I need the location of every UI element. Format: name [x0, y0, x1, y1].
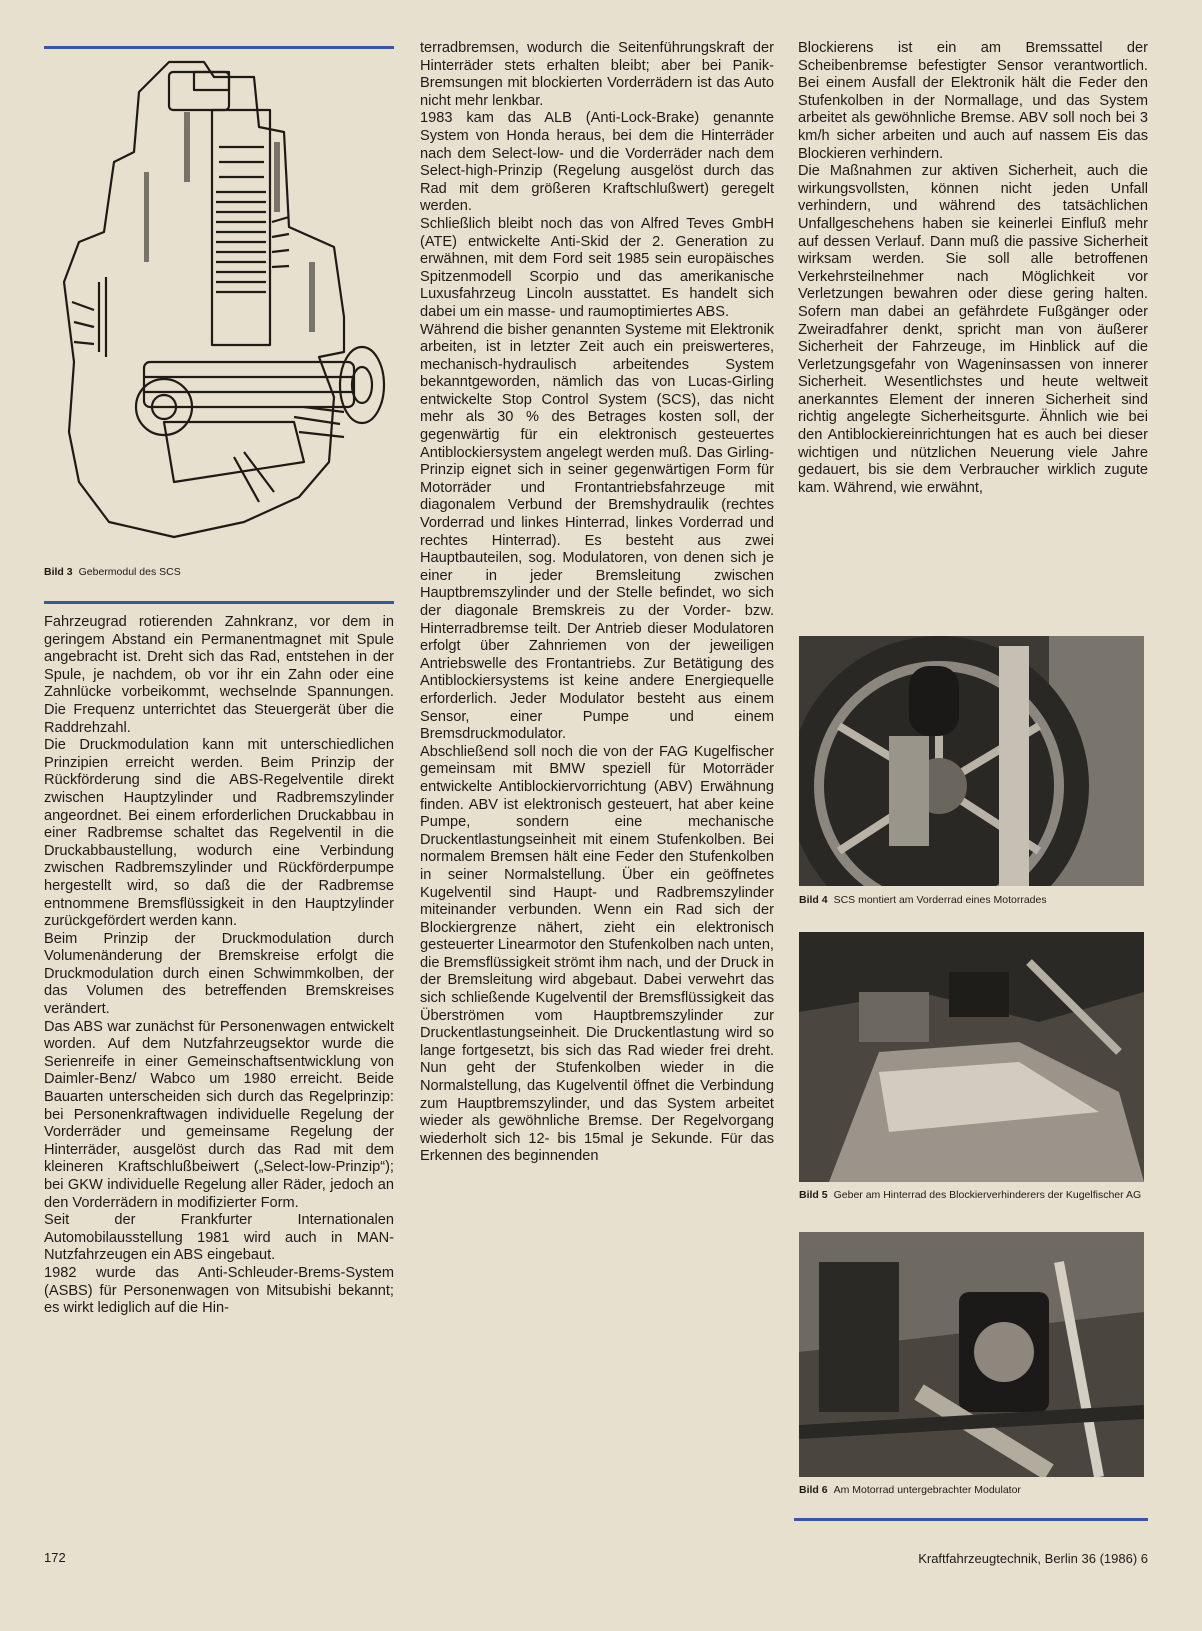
- paragraph: Blockierens ist ein am Bremssattel der Scheibenbremse befestigter Sensor verantwortlich. Bei einem Ausfall der Elektronik hält die Feder den Stufenkolben in der Normallage, und das System arbeitet als gewöhnliche Bremse. ABV soll noch bei 3 km/h sicher arbeiten und auch auf nassem Eis das Blockieren verhindern.: [798, 40, 1148, 162]
- modulator-photo: [799, 1232, 1144, 1477]
- figure-3-caption: [44, 566, 394, 579]
- paragraph: Fahrzeugrad rotierenden Zahnkranz, vor dem in geringem Abstand ein Permanentmagnet mit Spule angebracht ist. Dreht sich das Rad, entstehen in der Spule, je nachdem, ob vor ihr ein Zahn oder eine Zahnlücke vorbeikommt, wechselnde Spannungen. Die Frequenz unterrichtet das Steuergerät über die Raddrehzahl.: [44, 614, 394, 736]
- top-rule-left: [44, 46, 394, 49]
- figure-3-drawing: [44, 52, 394, 557]
- figure-5-caption-text: Geber am Hinterrad des Blockierverhinderers der Kugelfischer AG: [833, 1189, 1142, 1201]
- paragraph: Abschließend soll noch die von der FAG Kugelfischer gemeinsam mit BMW speziell für Motorräder entwickelte Antiblockiervorrichtung (ABV) Erwähnung finden. ABV ist elektronisch gesteuert, hat aber keine Pumpe, sondern eine mechanische Druckentlastungseinheit mit einem Stufenkolben. Bei normalem Bremsen hält eine Feder den Stufenkolben in seiner Normalstellung. Über ein geöffnetes Kugelventil sind Haupt- und Radbremszylinder miteinander verbunden. Wenn ein Rad sich der Blockiergrenze nähert, zieht ein elektronisch gesteuerter Linearmotor den Stufenkolben nach unten, die Bremsflüssigkeit strömt ihm nach, und der Druck in der Bremsleitung wird abgebaut. Dabei verwehrt das sich schließende Kugelventil der Bremsflüssigkeit das Überströmen vom Hauptbremszylinder zur Druckentlastungseinheit. Die Druckentlastung wird so lange fortgesetzt, bis sich das Rad wieder frei dreht. Nun geht der Stufenkolben wieder in die Normalstellung, das Kugelventil öffnet die Verbindung zum Hauptbremszylinder, und das System arbeitet wieder als gewöhnliche Bremse. Der Regelvorgang wiederholt sich 12- bis 15mal je Sekunde. Für das Erkennen des beginnenden: [420, 743, 774, 1165]
- paragraph: Die Maßnahmen zur aktiven Sicherheit, auch die wirkungsvollsten, können nicht jeden Unfall verhindern, und während des tatsächlichen Unfallgeschehens haben sie keinerlei Einfluß mehr auf dessen Verlauf. Dann muß die passive Sicherheit wirksam werden. Sie soll alle betroffenen Verkehrsteilnehmer nach Möglichkeit vor Verletzungen bewahren oder diese gering halten. Sofern man dabei an gefährdete Fußgänger oder Zweiradfahrer denkt, spricht man von äußerer Sicherheit der Fahrzeuge, im Hinblick auf die Verletzungsgefahr von Wageninsassen von innerer Sicherheit. Wesentlichstes und heute weltweit anerkanntes Element der inneren Sicherheit sind richtig angelegte Sicherheitsgurte. Ähnlich wie bei den Antiblockiereinrichtungen hat es auch bei dieser wichtigen und nützlichen Neuerung viele Jahre gedauert, bis sie dem Verbraucher wirklich zugute kam. Während, wie erwähnt,: [798, 163, 1148, 496]
- front-wheel-photo: [799, 636, 1144, 886]
- figure-6-label: Bild 6: [799, 1484, 828, 1496]
- figure-4-caption-text: SCS montiert am Vorderrad eines Motorrades: [833, 894, 1047, 906]
- figure-4-label: Bild 4: [799, 894, 828, 906]
- gebermodul-cutaway-drawing: [44, 52, 394, 557]
- paragraph: Seit der Frankfurter Internationalen Automobilausstellung 1981 wird auch in MAN-Nutzfahrzeugen ein ABS eingebaut.: [44, 1212, 394, 1264]
- paragraph: Die Druckmodulation kann mit unterschiedlichen Prinzipien erreicht werden. Beim Prinzip der Rückförderung sind die ABS-Regelventile direkt zwischen Hauptzylinder und Radbremszylinder angeordnet. Bei einem erforderlichen Druckabbau in einer Radbremse schaltet das Regelventil in die Druckabbaustellung, wodurch eine Verbindung zwischen Radbremszylinder und Rückförderpumpe hergestellt wird, so daß die der Radbremse entnommene Bremsflüssigkeit in den Hauptzylinder zurückgefördert werden kann.: [44, 737, 394, 930]
- text-column-middle: [420, 40, 774, 1535]
- figure-5-label: Bild 5: [799, 1189, 828, 1201]
- rear-wheel-sensor-photo: [799, 932, 1144, 1182]
- journal-citation: Kraftfahrzeugtechnik, Berlin 36 (1986) 6: [918, 1551, 1148, 1566]
- figure-3-caption-text: Gebermodul des SCS: [78, 566, 181, 578]
- page-number: 172: [44, 1550, 66, 1565]
- figure-5-photo: [799, 932, 1144, 1182]
- paragraph: terradbremsen, wodurch die Seitenführungskraft der Hinterräder stets erhalten bleibt; aber bei Panik-Bremsungen mit blockierten Vorderrädern ist das Auto nicht mehr lenkbar.: [420, 40, 774, 109]
- bottom-rule-right: [794, 1518, 1148, 1521]
- figure-4-caption: [799, 894, 1144, 907]
- caption-rule-left: [44, 601, 394, 604]
- figure-4-photo: [799, 636, 1144, 886]
- figure-6-photo: [799, 1232, 1144, 1477]
- figure-5-caption: [799, 1189, 1144, 1202]
- paragraph: Das ABS war zunächst für Personenwagen entwickelt worden. Auf dem Nutzfahrzeugsektor wurde die Serienreife in einer Gemeinschaftsentwicklung von Daimler-Benz/ Wabco um 1980 erreicht. Beide Bauarten unterscheiden sich durch das Regelprinzip: bei Personenkraftwagen individuelle Regelung der Vorderräder und gemeinsame Regelung der Hinterräder, ausgelöst durch das Rad mit dem kleineren Kraftschlußbeiwert („Select-low-Prinzip“); bei GKW individuelle Regelung aller Räder, jedoch an den Vorderrädern in modifizierter Form.: [44, 1018, 394, 1211]
- figure-6-caption-text: Am Motorrad untergebrachter Modulator: [833, 1484, 1021, 1496]
- paragraph: 1982 wurde das Anti-Schleuder-Brems-System (ASBS) für Personenwagen von Mitsubishi bekannt; es wirkt lediglich auf die Hin-: [44, 1264, 394, 1317]
- figure-3-label: Bild 3: [44, 566, 73, 578]
- paragraph: 1983 kam das ALB (Anti-Lock-Brake) genannte System von Honda heraus, bei dem die Hinterräder nach dem Select-low- und die Vorderräder nach dem Select-high-Prinzip (Regelung ausgelöst durch das Rad mit dem größeren Kraftschlußwert) geregelt werden.: [420, 110, 774, 215]
- text-column-left: [44, 614, 394, 1534]
- paragraph: Während die bisher genannten Systeme mit Elektronik arbeiten, ist in letzter Zeit auch ein preiswerteres, mechanisch-hydraulisch arbeitendes System bekanntgeworden, nämlich das von Lucas-Girling entwickelte Stop Control System (SCS), das nicht mehr als 30 % des Betrages kosten soll, der gegenwärtig für ein elektronisch gesteuertes Antiblockiersystem angelegt werden muß. Das Girling-Prinzip eignet sich in seiner gegenwärtigen Form für Motorräder und Frontantriebsfahrzeuge mit diagonalem Verbund der Bremshydraulik (rechtes Vorderrad und linkes Hinterrad, linkes Vorderrad und rechtes Hinterrad). Es besteht aus zwei Hauptbauteilen, sog. Modulatoren, von denen sich je einer in jeder Bremsleitung zwischen Hauptbremszylinder und der Stelle befindet, wo sich der diagonale Bremskreis zu der Vorder- bzw. Hinterradbremse teilt. Der Antrieb dieser Modulatoren erfolgt über Zahnriemen von der jeweiligen Antriebswelle des Frontantriebs. Zur Betätigung des Antiblockiersystems ist keine andere Energiequelle erforderlich. Jeder Modulator besteht aus einem Sensor, einer Pumpe und einem Bremsdruckmodulator.: [420, 321, 774, 743]
- figure-6-caption: [799, 1484, 1144, 1497]
- paragraph: Beim Prinzip der Druckmodulation durch Volumenänderung der Bremskreise erfolgt die Druckmodulation durch einen Schwimmkolben, der das Volumen des betreffenden Bremskreises verändert.: [44, 930, 394, 1018]
- text-column-right: [798, 40, 1148, 625]
- paragraph: Schließlich bleibt noch das von Alfred Teves GmbH (ATE) entwickelte Anti-Skid der 2. Generation zu erwähnen, mit dem Ford seit 1985 sein europäisches Spitzenmodell Scorpio und das amerikanische Luxusfahrzeug Lincoln ausstattet. Es handelt sich dabei um ein masse- und raumoptimiertes ABS.: [420, 215, 774, 320]
